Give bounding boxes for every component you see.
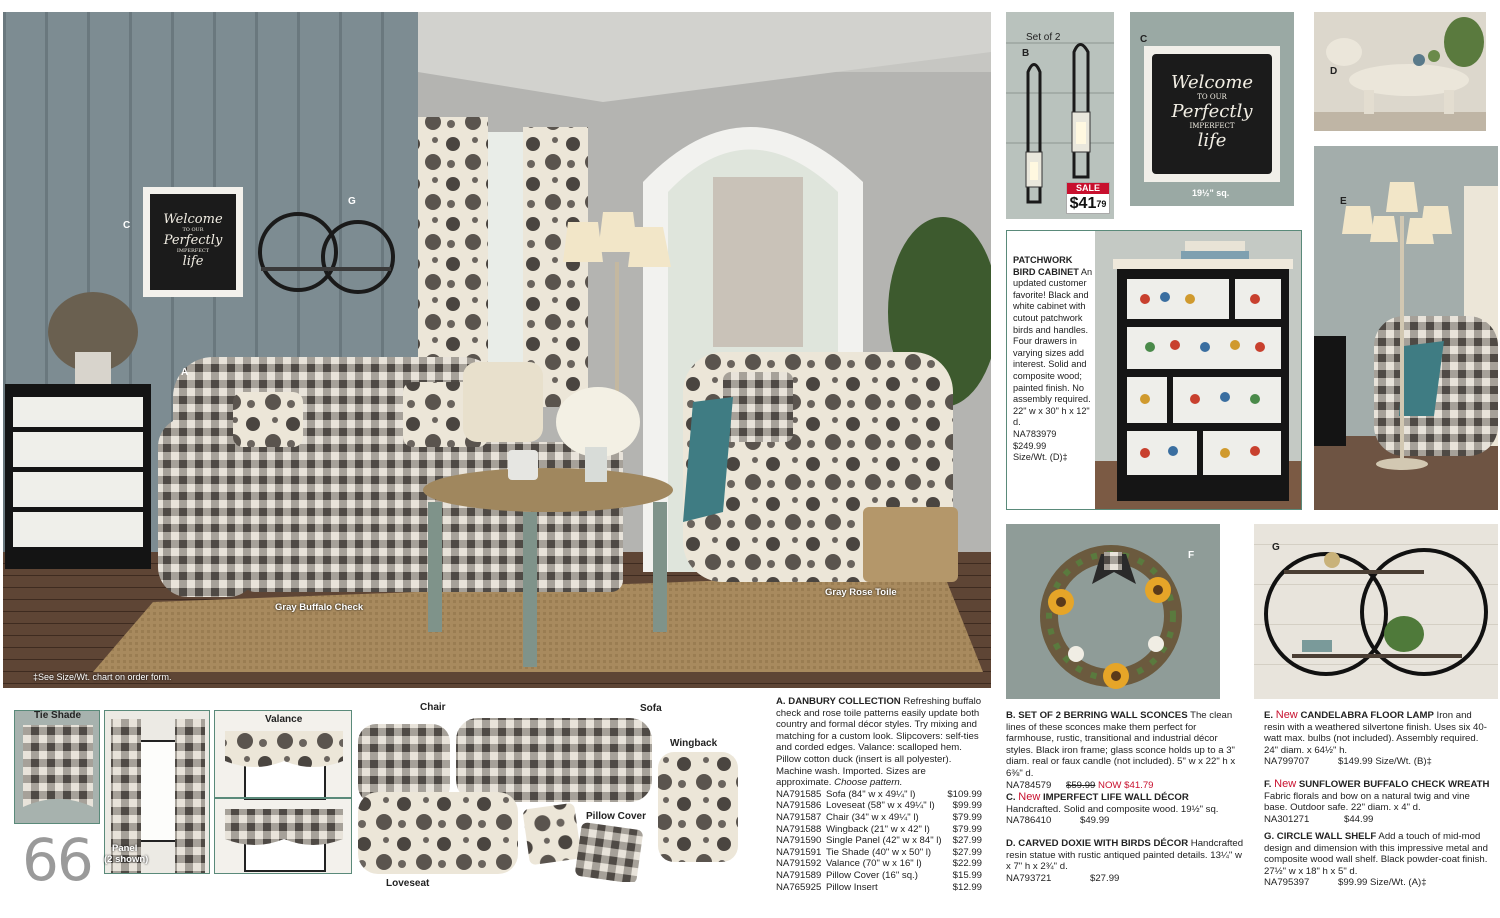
tie-shade-label: Tie Shade [34, 710, 82, 721]
price-row-price: $99.99 [952, 800, 982, 812]
price-row-desc: Wingback (21" w x 42" l) [826, 823, 930, 835]
patchwork-cabinet-box [1006, 230, 1302, 510]
product-b-body: The clean lines of these sconces make them perfect for farmhouse, rustic, transitional and industrial décor styles. Black iron frame; glass sconce holds up to a 3" diam. real or faux candle (not included). 5" w x 22" h x 6⅜" d. [1006, 710, 1236, 779]
price-row-item [776, 858, 922, 870]
product-g-price: $99.99 [1338, 877, 1368, 889]
main-room-photo [3, 12, 991, 688]
price-row-price: $79.99 [952, 823, 982, 835]
patchwork-price: $249.99 [1013, 440, 1047, 451]
price-row-desc: Single Panel (42" w x 84" l) [826, 835, 942, 847]
price-row-price: $79.99 [952, 811, 982, 823]
product-f-body: Fabric florals and bow on a natural twig and vine base. Outdoor safe. 22" diam. x 4" d. [1264, 790, 1470, 814]
sign-line-2: TO OUR [182, 227, 204, 233]
sign-line-1: Welcome [163, 212, 223, 227]
price-row-item [776, 824, 930, 836]
caption-gray-buffalo-check: Gray Buffalo Check [275, 602, 364, 613]
price-row-desc: Tie Shade (40" w x 50" l) [826, 846, 932, 858]
doxie-illustration [1314, 12, 1486, 131]
product-f-heading: SUNFLOWER BUFFALO CHECK WREATH [1298, 779, 1490, 790]
price-row-desc: Pillow Insert [826, 881, 878, 893]
price-row-desc: Chair (34" w x 49¼" l) [826, 811, 919, 823]
price-row-price: $12.99 [952, 881, 982, 893]
cabinet-illustration [1095, 231, 1301, 509]
sign-line-5: life [182, 254, 204, 269]
product-a-copy [776, 696, 982, 893]
sofa-label: Sofa [640, 703, 662, 714]
panel-note: (2 shown) [104, 854, 149, 865]
patchwork-title-2: BIRD CABINET [1013, 266, 1079, 277]
thumb-tie-shade [14, 710, 100, 824]
patchwork-sku: NA783979 [1013, 428, 1057, 439]
product-c-copy [1006, 792, 1242, 827]
product-d-sku: NA793721 [1006, 872, 1052, 884]
price-row-sku: NA791585 [776, 788, 822, 800]
price-row-item [776, 882, 878, 894]
price-row-item [776, 789, 915, 801]
product-g-sku: NA795397 [1264, 877, 1310, 889]
patchwork-body: An updated customer favorite! Black and white cabinet with cutout patchwork birds and handles. Four drawers in varying sizes add interest. Solid and composite wood; painted finish. No assembly required. 22" w x 30" h x 12" d. [1013, 266, 1093, 428]
product-c-letter: C. [1006, 792, 1016, 803]
price-row-price: $109.99 [947, 788, 982, 800]
size-19-5-sq: 19½" sq. [1192, 188, 1230, 198]
product-a-price-list [776, 789, 982, 893]
product-d-price: $27.99 [1090, 872, 1120, 884]
product-e-size-wt: Size/Wt. (B)‡ [1375, 756, 1432, 768]
photo-g-circle-shelf [1254, 524, 1498, 699]
c-sign-line-2: TO OUR [1197, 93, 1227, 101]
price-row-price: $27.99 [952, 846, 982, 858]
sale-badge [1066, 182, 1110, 214]
product-b-sku: NA784579 [1006, 779, 1052, 791]
wall-sign [150, 194, 236, 290]
price-row-item [776, 812, 919, 824]
product-c-new: New [1018, 791, 1041, 803]
photo-e-floor-lamp [1314, 146, 1498, 510]
chair-label: Chair [420, 702, 446, 713]
product-e-letter: E. [1264, 710, 1274, 721]
patchwork-title-1: PATCHWORK [1013, 255, 1073, 265]
c-sign-line-1: Welcome [1170, 72, 1254, 93]
price-row [776, 835, 982, 847]
size-chart-footnote: ‡See Size/Wt. chart on order form. [33, 672, 172, 682]
sign-line-4: IMPERFECT [176, 248, 210, 254]
patchwork-text [1013, 255, 1097, 464]
price-row [776, 824, 982, 836]
price-row-desc: Pillow Cover (16" sq.) [826, 869, 918, 881]
product-f-price: $44.99 [1344, 813, 1374, 825]
price-row-sku: NA791589 [776, 869, 822, 881]
sale-price [1067, 194, 1109, 214]
product-d-body: Handcrafted resin statue with rustic antiqued painted details. 13¼" w x 7" h x 2¾" d. [1006, 838, 1244, 873]
label-d: D [1330, 66, 1338, 77]
product-b-copy [1006, 710, 1242, 791]
product-c-heading: IMPERFECT LIFE WALL DÉCOR [1042, 792, 1189, 803]
price-row-sku: NA791586 [776, 800, 822, 812]
product-d-copy [1006, 838, 1246, 884]
patchwork-size-wt: Size/Wt. (D)‡ [1013, 452, 1068, 463]
price-row [776, 882, 982, 894]
price-row-sku: NA791591 [776, 846, 822, 858]
price-row-sku: NA791590 [776, 835, 822, 847]
product-g-heading: G. CIRCLE WALL SHELF [1264, 831, 1377, 842]
price-row-desc: Sofa (84" w x 49¼" l) [826, 788, 916, 800]
caption-gray-rose-toile: Gray Rose Toile [825, 587, 897, 598]
product-c-sku: NA786410 [1006, 815, 1052, 827]
price-row [776, 870, 982, 882]
product-e-price: $149.99 [1338, 756, 1373, 768]
product-b-now-price: NOW $41.79 [1098, 779, 1154, 791]
price-row [776, 800, 982, 812]
product-a-heading: A. DANBURY COLLECTION [776, 696, 901, 707]
pillow-cover-label: Pillow Cover [586, 811, 647, 822]
price-row [776, 812, 982, 824]
label-f: F [1188, 550, 1195, 561]
panel-label: Panel [112, 843, 138, 854]
tie-shade-illustration [15, 711, 100, 824]
product-e-heading: CANDELABRA FLOOR LAMP [1300, 710, 1434, 721]
price-row-sku: NA791587 [776, 811, 822, 823]
price-row-sku: NA791592 [776, 858, 822, 870]
price-row-desc: Valance (70" w x 16" l) [826, 858, 922, 870]
c-sign-line-3: Perfectly [1171, 101, 1253, 122]
price-row-item [776, 870, 918, 882]
label-a: A [181, 367, 189, 378]
valance-label: Valance [265, 714, 303, 725]
product-b-old-price: $59.99 [1066, 779, 1096, 791]
product-c-body: Handcrafted. Solid and composite wood. 19½" sq. [1006, 803, 1219, 815]
price-row [776, 789, 982, 801]
label-c-small: C [1140, 34, 1148, 45]
price-row-desc: Loveseat (58" w x 49¼" l) [826, 800, 935, 812]
photo-f-wreath [1006, 524, 1220, 699]
product-f-sku: NA301271 [1264, 813, 1310, 825]
sale-price-dollars: $41 [1069, 195, 1097, 212]
product-f-new: New [1274, 778, 1297, 790]
thumb-valance [214, 710, 352, 874]
loveseat-label: Loveseat [386, 878, 430, 889]
product-f-letter: F. [1264, 779, 1272, 790]
price-row-price: $15.99 [952, 869, 982, 881]
sale-price-cents: 79 [1096, 199, 1107, 209]
set-of-2-label: Set of 2 [1026, 32, 1061, 43]
price-row-sku: NA765925 [776, 881, 822, 893]
page-number: 66 [22, 826, 92, 894]
label-e: E [1340, 196, 1347, 207]
product-d-heading: D. CARVED DOXIE WITH BIRDS DÉCOR [1006, 838, 1189, 849]
sign-line-3: Perfectly [163, 233, 223, 248]
product-c-price: $49.99 [1080, 815, 1110, 827]
circle-shelf-illustration [1254, 524, 1498, 699]
sign-text [1152, 54, 1272, 174]
photo-d-doxie [1314, 12, 1486, 131]
sale-label: SALE [1067, 183, 1109, 194]
label-g: G [348, 196, 356, 207]
product-g-copy [1264, 831, 1490, 889]
wingback-label: Wingback [670, 738, 718, 749]
photo-b-sconces [1006, 12, 1114, 219]
price-row [776, 858, 982, 870]
c-sign-line-5: life [1197, 130, 1227, 151]
valance-illustration [215, 711, 352, 874]
price-row-item [776, 800, 935, 812]
product-e-new: New [1275, 709, 1298, 721]
product-e-body: Iron and resin with a weathered silvertone finish. Uses six 40-watt max. bulbs (not included). Assembly required. 24" diam. x 64½" h. [1264, 710, 1487, 756]
product-a-choose: Choose pattern. [834, 777, 903, 789]
product-f-copy [1264, 779, 1490, 825]
product-e-sku: NA799707 [1264, 756, 1310, 768]
price-row [776, 847, 982, 859]
photo-c-wall-decor [1130, 12, 1294, 206]
product-b-heading: B. SET OF 2 BERRING WALL SCONCES [1006, 710, 1188, 721]
price-row-item [776, 835, 942, 847]
product-g-body: Add a touch of mid-mod design and dimension with this impressive metal and composite wood wall shelf. Black powder-coat finish. 27½" w x 18" h x 5" d. [1264, 831, 1488, 877]
product-g-size-wt: Size/Wt. (A)‡ [1370, 877, 1427, 889]
label-c: C [123, 220, 131, 231]
label-g-small: G [1272, 542, 1280, 553]
label-b: B [1022, 48, 1030, 59]
product-e-copy [1264, 710, 1490, 768]
product-a-body: Refreshing buffalo check and rose toile patterns easily update both country and formal décor styles. Try mixing and matching for a custom look. Slipcovers: self-ties and corded edges. Valance: scalloped hem. Pillow cotton duck (insert is all polyester). Machine wash. Imported. Sizes are approximate. [776, 696, 982, 789]
c-sign-line-4: IMPERFECT [1189, 122, 1235, 130]
price-row-price: $27.99 [952, 835, 982, 847]
price-row-price: $22.99 [952, 858, 982, 870]
price-row-sku: NA791588 [776, 823, 822, 835]
price-row-item [776, 847, 931, 859]
